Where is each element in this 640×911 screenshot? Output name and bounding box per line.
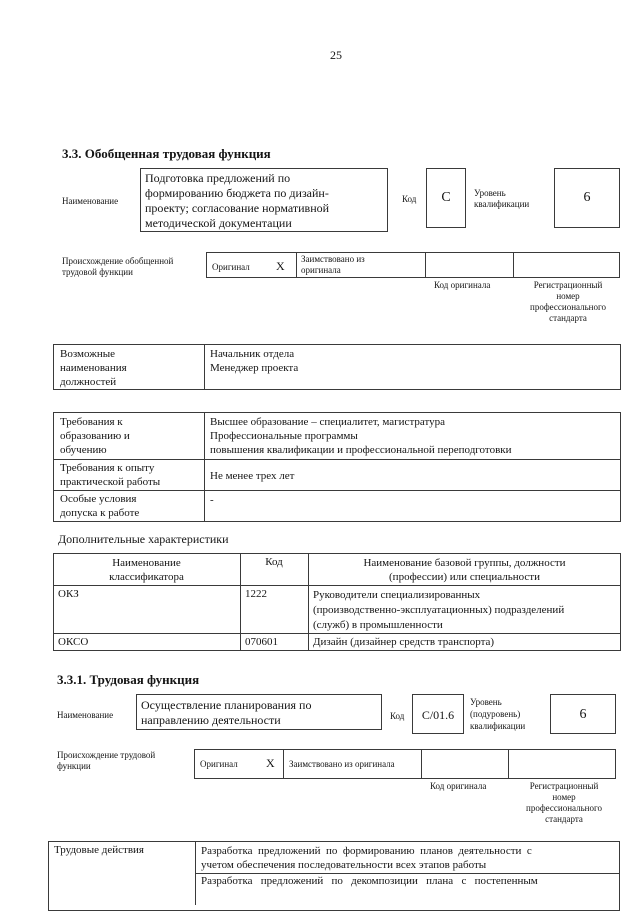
- tf-level-label: Уровень (подуровень) квалификации: [470, 697, 526, 731]
- requirement-label-education: Требования к образованию и обучению: [60, 416, 130, 456]
- tf-original-label: Оригинал: [200, 759, 238, 769]
- origin-label: Происхождение обобщенной трудовой функции: [62, 256, 174, 277]
- tf-name-line: направлению деятельности: [141, 713, 281, 727]
- name-line: Подготовка предложений по: [145, 171, 291, 185]
- tf-level-value-box: [550, 694, 616, 734]
- additional-row-classifier: ОКЗ: [58, 588, 79, 600]
- positions-label: Возможные наименования должностей: [60, 348, 127, 388]
- requirement-value-special: -: [210, 494, 214, 506]
- action-item: Разработка предложений по формированию планов деятельности с учетом обеспечения последовательности всех этапов работы: [201, 845, 532, 871]
- requirement-value-education: Высшее образование – специалитет, магистратура Профессиональные программы повышения квалификации и профессиональной переподготовки: [210, 416, 512, 456]
- additional-header-code: Код: [265, 556, 283, 568]
- tf-borrowed-label: Заимствовано из оригинала: [289, 759, 395, 769]
- positions-table: [53, 344, 621, 390]
- actions-label: Трудовые действия: [54, 844, 144, 856]
- tf-code-value-box: [412, 694, 464, 734]
- level-value-box: [554, 168, 620, 228]
- borrowed-label: Заимствовано из оригинала: [301, 254, 365, 275]
- page-number: 25: [330, 48, 342, 62]
- section-heading-3-3: 3.3. Обобщенная трудовая функция: [62, 146, 271, 161]
- code-value: C: [441, 190, 451, 205]
- level-label: Уровень квалификации: [474, 188, 530, 209]
- additional-row-name: Руководители специализированных (производственно-эксплуатационных) подразделений (служб) в промышленности: [313, 589, 565, 631]
- additional-heading: Дополнительные характеристики: [58, 532, 229, 546]
- tf-level-value: 6: [579, 707, 587, 722]
- additional-row-code: 070601: [245, 636, 278, 648]
- tf-code-value: C/01.6: [421, 708, 455, 722]
- section-heading-3-3-1: 3.3.1. Трудовая функция: [57, 672, 200, 687]
- name-line: методической документации: [145, 216, 292, 230]
- requirement-label-experience: Требования к опыту практической работы: [60, 462, 161, 488]
- original-mark: X: [276, 259, 285, 273]
- requirement-value-experience: Не менее трех лет: [210, 470, 295, 482]
- tf-name-label: Наименование: [57, 710, 114, 720]
- name-value-box: [140, 168, 388, 232]
- requirement-label-special: Особые условия допуска к работе: [60, 493, 140, 519]
- tf-name-value-box: [136, 694, 382, 730]
- name-line: проекту; согласование нормативной: [145, 201, 330, 215]
- additional-row-classifier: ОКСО: [58, 636, 89, 648]
- reg-number-caption: Регистрационный номер профессионального стандарта: [530, 280, 606, 323]
- additional-header-classifier: Наименование классификатора: [109, 557, 184, 583]
- additional-header-name: Наименование базовой группы, должности (профессии) или специальности: [363, 557, 566, 583]
- code-label: Код: [402, 194, 417, 204]
- level-value: 6: [583, 190, 591, 205]
- tf-name-line: Осуществление планирования по: [141, 698, 312, 712]
- tf-original-mark: X: [266, 756, 275, 770]
- tf-reg-number-caption: Регистрационный номер профессионального стандарта: [526, 781, 602, 824]
- tf-code-label: Код: [390, 711, 405, 721]
- tf-code-original-caption: Код оригинала: [430, 781, 487, 791]
- name-line: формированию бюджета по дизайн-: [145, 186, 329, 200]
- positions-values: Начальник отдела Менеджер проекта: [210, 348, 299, 374]
- origin-table: [206, 252, 620, 278]
- name-label: Наименование: [62, 196, 119, 206]
- tf-origin-label: Происхождение трудовой функции: [57, 750, 156, 771]
- original-label: Оригинал: [212, 262, 250, 272]
- code-value-box: [426, 168, 466, 228]
- action-item: Разработка предложений по декомпозиции плана с постепенным: [201, 875, 538, 887]
- additional-row-code: 1222: [245, 588, 267, 600]
- code-original-caption: Код оригинала: [434, 280, 491, 290]
- additional-row-name: Дизайн (дизайнер средств транспорта): [313, 636, 495, 648]
- tf-origin-table: [194, 749, 616, 779]
